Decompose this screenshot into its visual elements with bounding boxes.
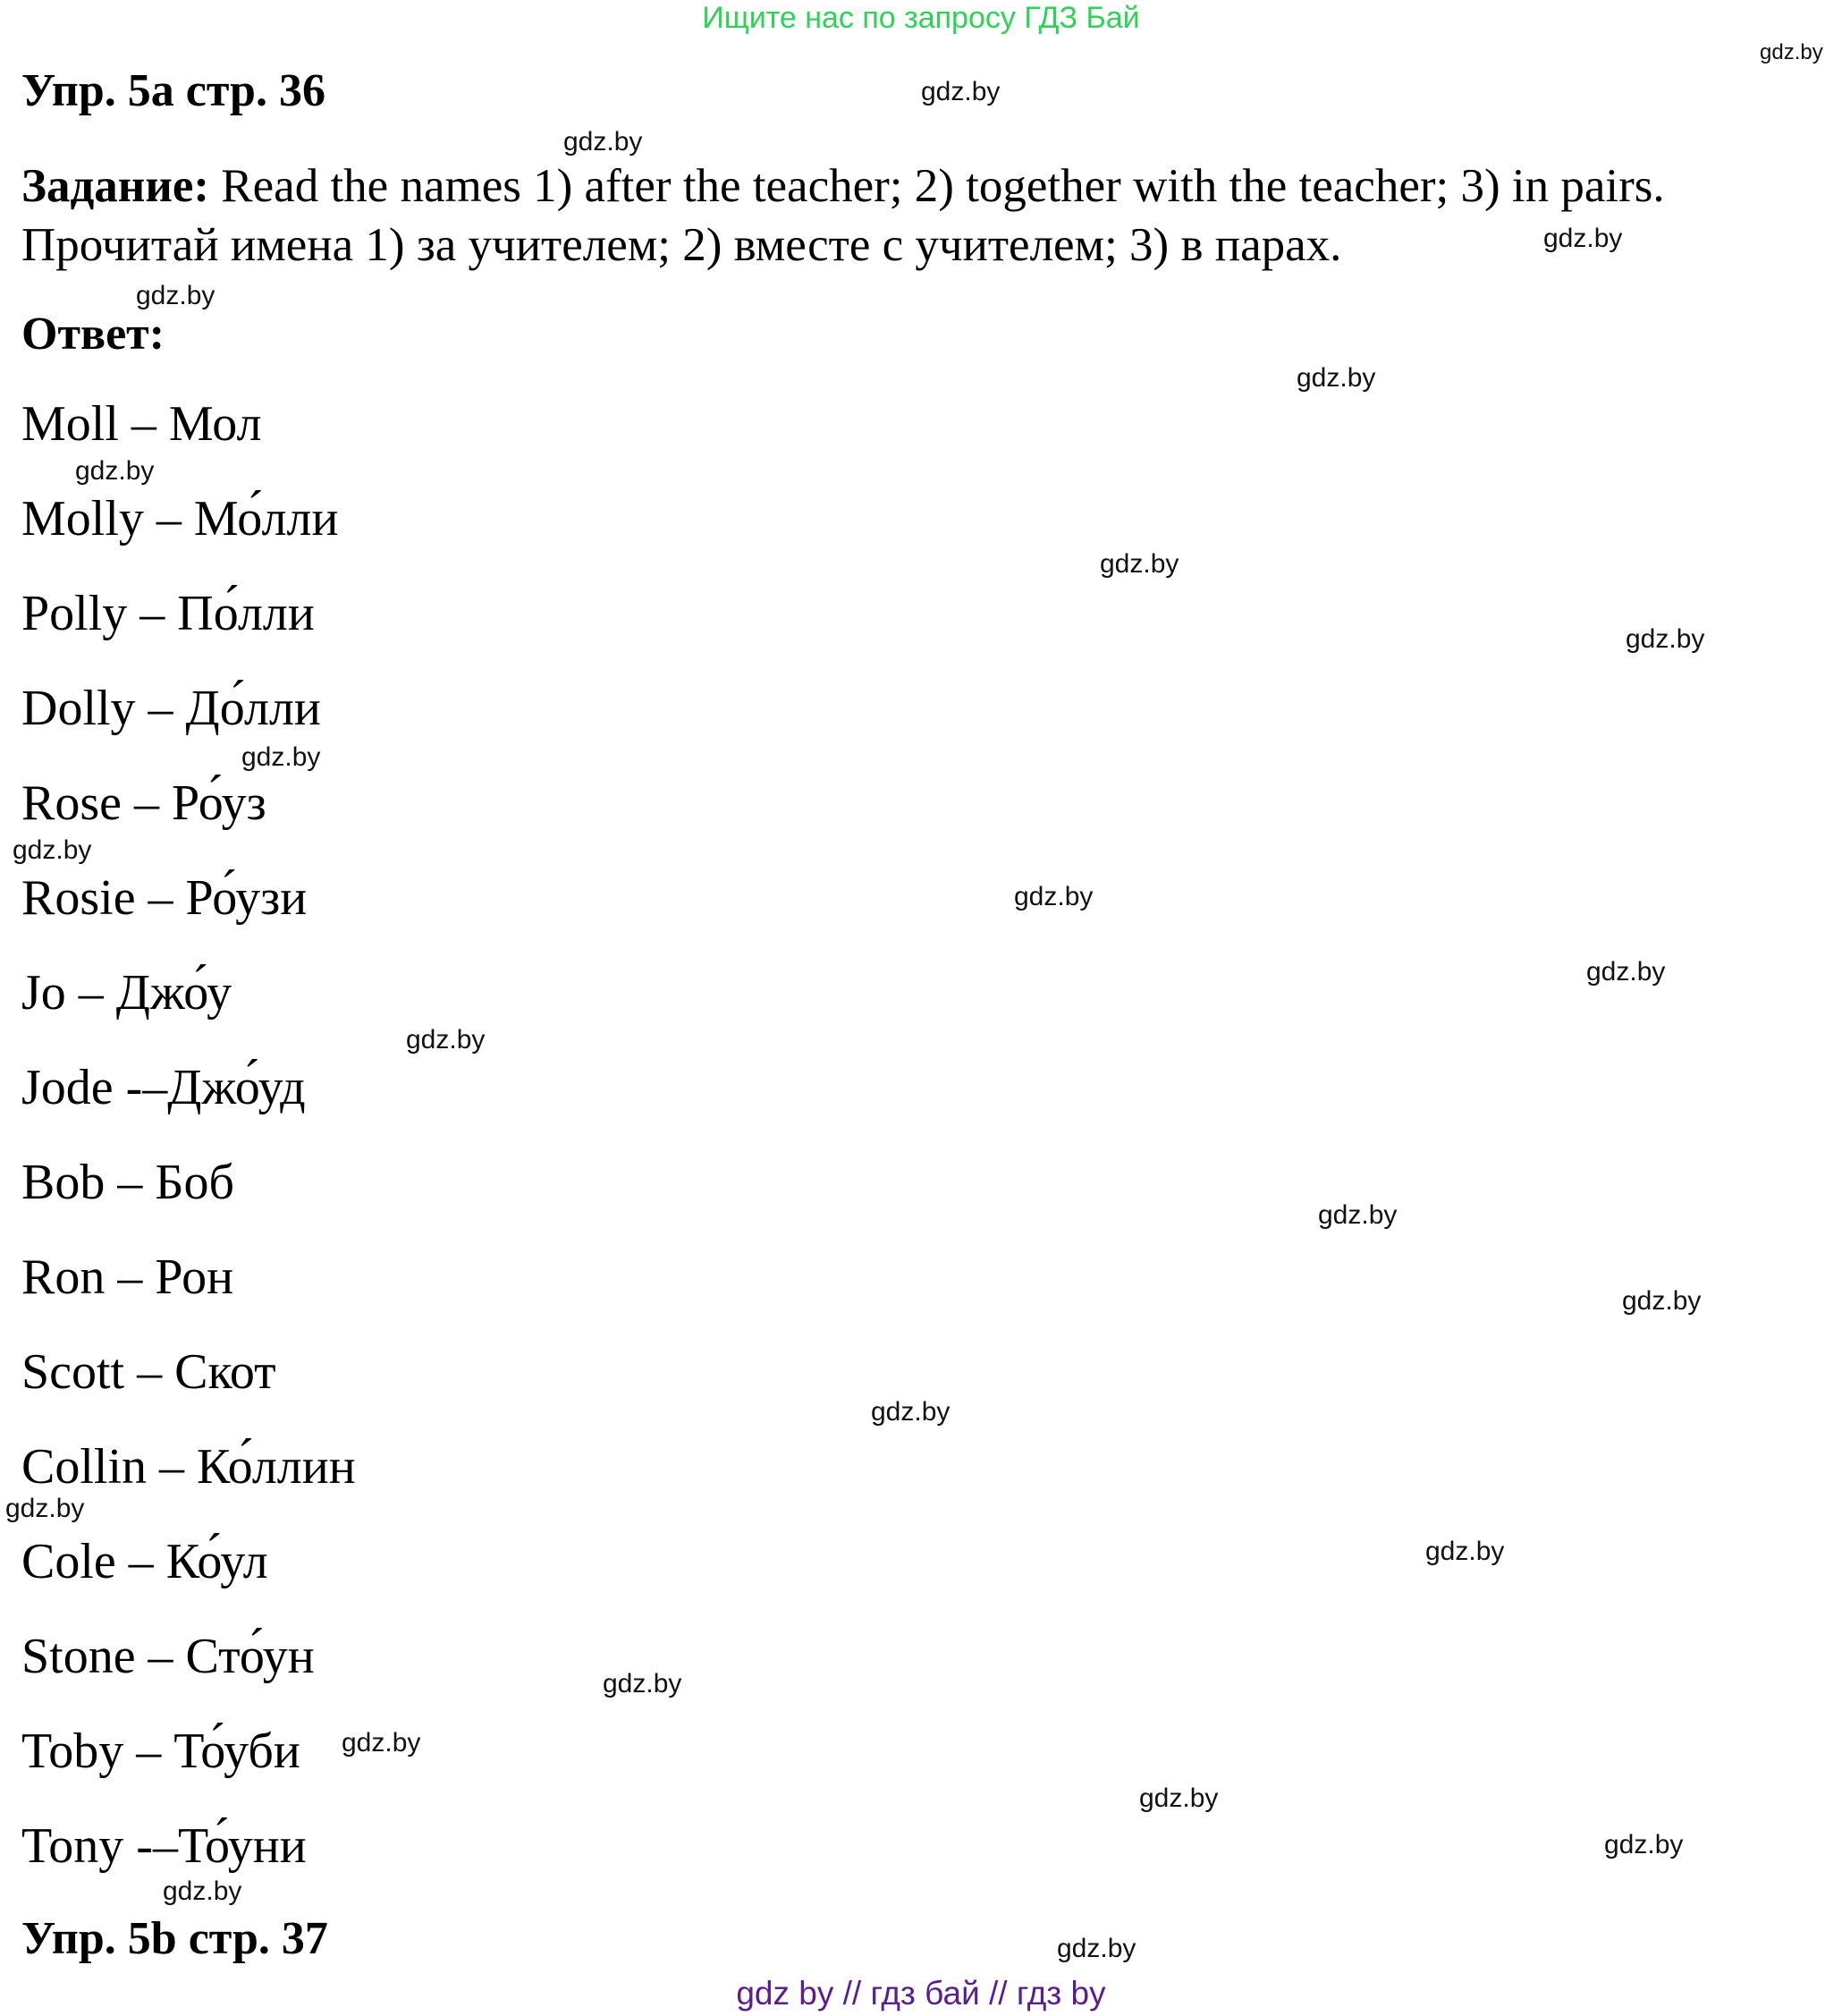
watermark: gdz.by bbox=[1297, 363, 1376, 393]
watermark: gdz.by bbox=[1622, 1286, 1702, 1316]
watermark: gdz.by bbox=[342, 1728, 421, 1758]
name-item: Scott – Скот bbox=[21, 1344, 276, 1400]
name-item: Jode -–Джо́уд bbox=[21, 1060, 306, 1115]
watermark: gdz.by bbox=[1604, 1830, 1684, 1859]
task-line-english bbox=[21, 159, 1665, 213]
watermark: gdz.by bbox=[1318, 1200, 1398, 1230]
watermark: gdz.by bbox=[871, 1397, 951, 1427]
name-item: Jo – Джо́у bbox=[21, 965, 232, 1021]
watermark: gdz.by bbox=[563, 127, 643, 157]
watermark: gdz.by bbox=[603, 1669, 682, 1698]
watermark: gdz.by bbox=[5, 1494, 85, 1523]
footer-banner: gdz by // гдз бай // гдз by bbox=[736, 1975, 1106, 2012]
name-item: Collin – Ко́ллин bbox=[21, 1439, 356, 1495]
watermark: gdz.by bbox=[1425, 1537, 1505, 1566]
answer-label: Ответ: bbox=[21, 309, 165, 360]
name-item: Dolly – До́лли bbox=[21, 681, 321, 736]
watermark: gdz.by bbox=[1014, 882, 1094, 911]
top-banner: Ищите нас по запросу ГДЗ Бай bbox=[702, 1, 1140, 35]
name-item: Tony -–То́уни bbox=[21, 1818, 307, 1874]
watermark: gdz.by bbox=[1057, 1934, 1136, 1963]
name-item: Molly – Мо́лли bbox=[21, 491, 339, 546]
task-text-english: Read the names 1) after the teacher; 2) together with the teacher; 3) in pairs. bbox=[209, 160, 1665, 212]
watermark: gdz.by bbox=[921, 77, 1001, 106]
name-item: Toby – То́уби bbox=[21, 1724, 300, 1779]
watermark: gdz.by bbox=[13, 835, 92, 865]
name-item: Bob – Боб bbox=[21, 1155, 234, 1210]
watermark: gdz.by bbox=[75, 456, 155, 486]
task-label: Задание: bbox=[21, 160, 210, 212]
watermark: gdz.by bbox=[1543, 224, 1623, 253]
name-item: Ron – Рон bbox=[21, 1249, 234, 1305]
name-item: Moll – Мол bbox=[21, 396, 262, 452]
name-item: Rose – Ро́уз bbox=[21, 775, 266, 831]
exercise-heading-5b: Упр. 5b стр. 37 bbox=[21, 1913, 328, 1964]
name-item: Polly – По́лли bbox=[21, 586, 315, 641]
watermark: gdz.by bbox=[163, 1876, 242, 1906]
watermark: gdz.by bbox=[136, 281, 215, 310]
name-item: Rosie – Ро́узи bbox=[21, 870, 308, 926]
watermark: gdz.by bbox=[1760, 40, 1823, 64]
name-item: Cole – Ко́ул bbox=[21, 1534, 268, 1589]
watermark: gdz.by bbox=[1100, 549, 1179, 579]
watermark: gdz.by bbox=[1626, 624, 1705, 654]
watermark: gdz.by bbox=[406, 1025, 486, 1055]
watermark: gdz.by bbox=[1139, 1783, 1219, 1813]
watermark: gdz.by bbox=[1586, 957, 1666, 987]
name-item: Stone – Сто́ун bbox=[21, 1629, 315, 1684]
exercise-heading-5a: Упр. 5a стр. 36 bbox=[21, 65, 325, 116]
watermark: gdz.by bbox=[241, 742, 321, 772]
task-text-russian: Прочитай имена 1) за учителем; 2) вместе с учителем; 3) в парах. bbox=[21, 219, 1342, 271]
